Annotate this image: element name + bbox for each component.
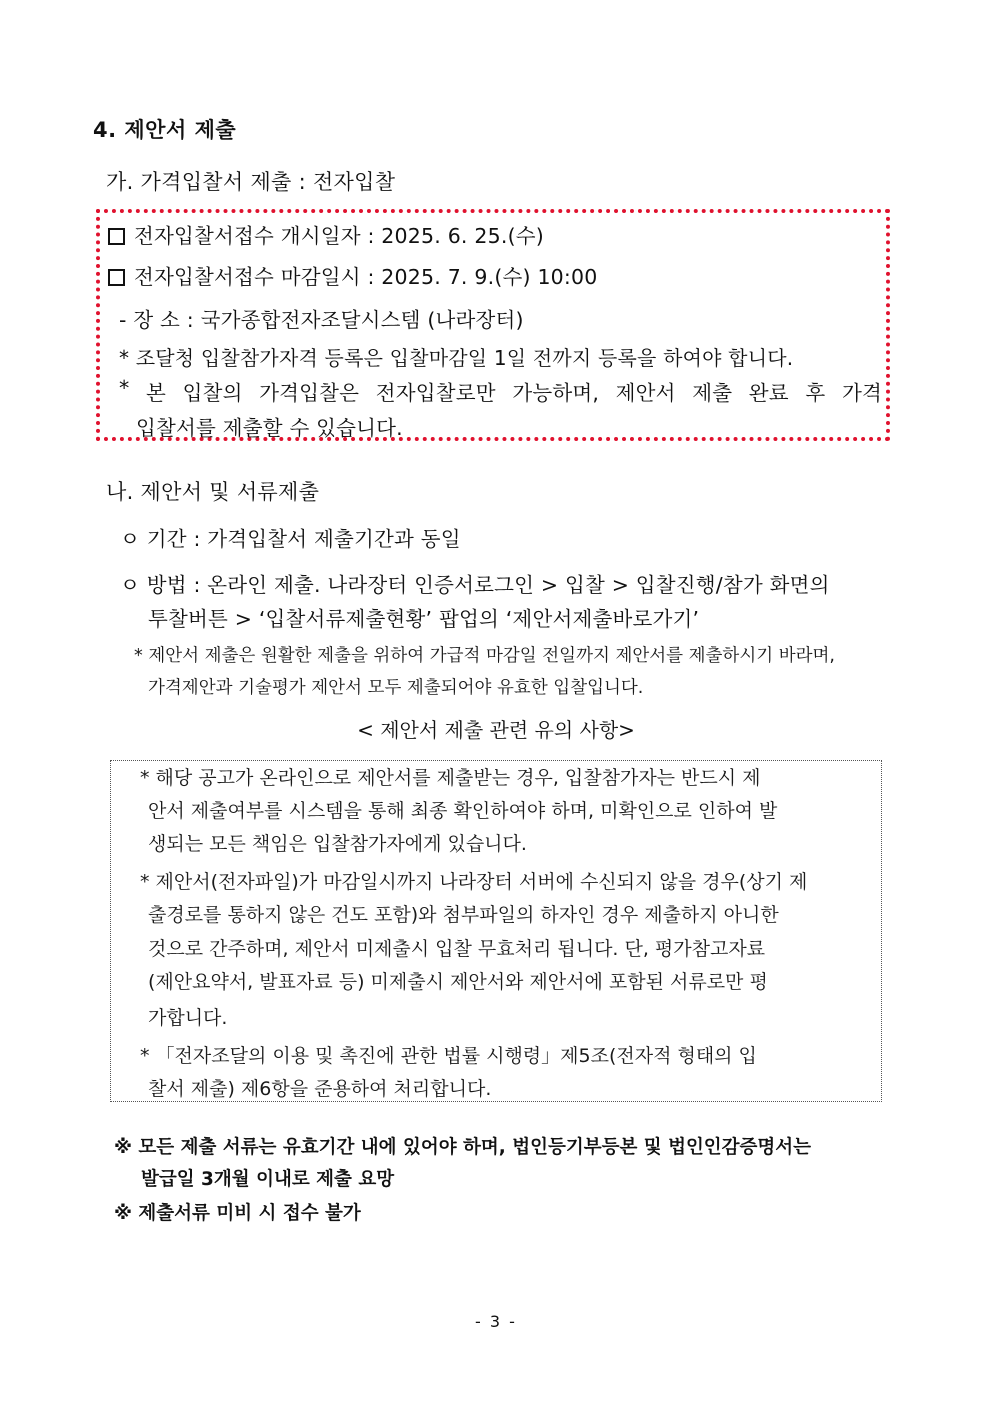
- part-b-title: 나. 제안서 및 서류제출: [106, 480, 320, 504]
- price-bid-note-cont: 입찰서를 제출할 수 있습니다.: [136, 416, 403, 440]
- word: 제출: [692, 381, 733, 405]
- part-a-title: 가. 가격입찰서 제출 : 전자입찰: [106, 170, 396, 194]
- submission-note: * 제안서 제출은 원활한 제출을 위하여 가급적 마감일 전일까지 제안서를 제출하시기 바라며,: [134, 646, 835, 666]
- word: 입찰의: [182, 381, 243, 405]
- notice-line: (제안요약서, 발표자료 등) 미제출시 제안서와 제안서에 포함된 서류로만 평: [148, 971, 768, 993]
- footer-note-cont: 발급일 3개월 이내로 제출 요망: [141, 1169, 395, 1190]
- notice-line: 찰서 제출) 제6항을 준용하여 처리합니다.: [148, 1078, 492, 1100]
- word: 후: [805, 381, 826, 405]
- page-number: - 3 -: [475, 1312, 517, 1331]
- word: *: [119, 376, 130, 400]
- notice-title: < 제안서 제출 관련 유의 사항>: [357, 718, 635, 742]
- method-line-cont: 투찰버튼 > ‘입찰서류제출현황’ 팝업의 ‘제안서제출바로가기’: [148, 607, 700, 631]
- notice-line: * 해당 공고가 온라인으로 제안서를 제출받는 경우, 입찰참가자는 반드시 제: [140, 767, 761, 789]
- submission-note-cont: 가격제안과 기술평가 제안서 모두 제출되어야 유효한 입찰입니다.: [148, 678, 644, 698]
- method-line: ㅇ 방법 : 온라인 제출. 나라장터 인증서로그인 > 입찰 > 입찰진행/참가 화면의: [120, 573, 830, 597]
- checkbox-square-icon: [108, 228, 125, 245]
- open-date-text: 전자입찰서접수 개시일자 : 2025. 6. 25.(수): [134, 224, 544, 248]
- period-line: ㅇ 기간 : 가격입찰서 제출기간과 동일: [120, 527, 461, 551]
- location-line: - 장 소 : 국가종합전자조달시스템 (나라장터): [119, 308, 524, 332]
- notice-line: 생되는 모든 책임은 입찰참가자에게 있습니다.: [148, 833, 527, 855]
- word: 본: [146, 381, 167, 405]
- notice-line: 가합니다.: [148, 1007, 228, 1029]
- notice-line: 것으로 간주하며, 제안서 미제출시 입찰 무효처리 됩니다. 단, 평가참고자료: [148, 938, 766, 960]
- section-title: 4. 제안서 제출: [93, 118, 237, 142]
- open-date-line: [108, 219, 544, 249]
- notice-line: * 「전자조달의 이용 및 촉진에 관한 법률 시행령」제5조(전자적 형태의 입: [140, 1045, 757, 1067]
- word: 가격입찰은: [259, 381, 360, 405]
- word: 전자입찰로만: [375, 381, 496, 405]
- registration-note: * 조달청 입찰참가자격 등록은 입찰마감일 1일 전까지 등록을 하여야 합니다.: [119, 346, 794, 370]
- footer-note: ※ 제출서류 미비 시 접수 불가: [114, 1203, 361, 1224]
- word: 가능하며,: [512, 381, 600, 405]
- word: 제안서: [615, 381, 676, 405]
- word: 가격: [841, 381, 882, 405]
- close-date-line: [108, 260, 598, 290]
- close-date-text: 전자입찰서접수 마감일시 : 2025. 7. 9.(수) 10:00: [134, 265, 598, 289]
- notice-line: 안서 제출여부를 시스템을 통해 최종 확인하여야 하며, 미확인으로 인하여 발: [148, 800, 778, 822]
- notice-line: * 제안서(전자파일)가 마감일시까지 나라장터 서버에 수신되지 않을 경우(상기 제: [140, 871, 808, 893]
- notice-line: 출경로를 통하지 않은 건도 포함)와 첨부파일의 하자인 경우 제출하지 아니한: [148, 904, 779, 926]
- price-bid-note: [119, 376, 882, 406]
- checkbox-square-icon: [108, 269, 125, 286]
- footer-note: ※ 모든 제출 서류는 유효기간 내에 있어야 하며, 법인등기부등본 및 법인인감증명서는: [114, 1137, 812, 1158]
- word: 완료: [748, 381, 789, 405]
